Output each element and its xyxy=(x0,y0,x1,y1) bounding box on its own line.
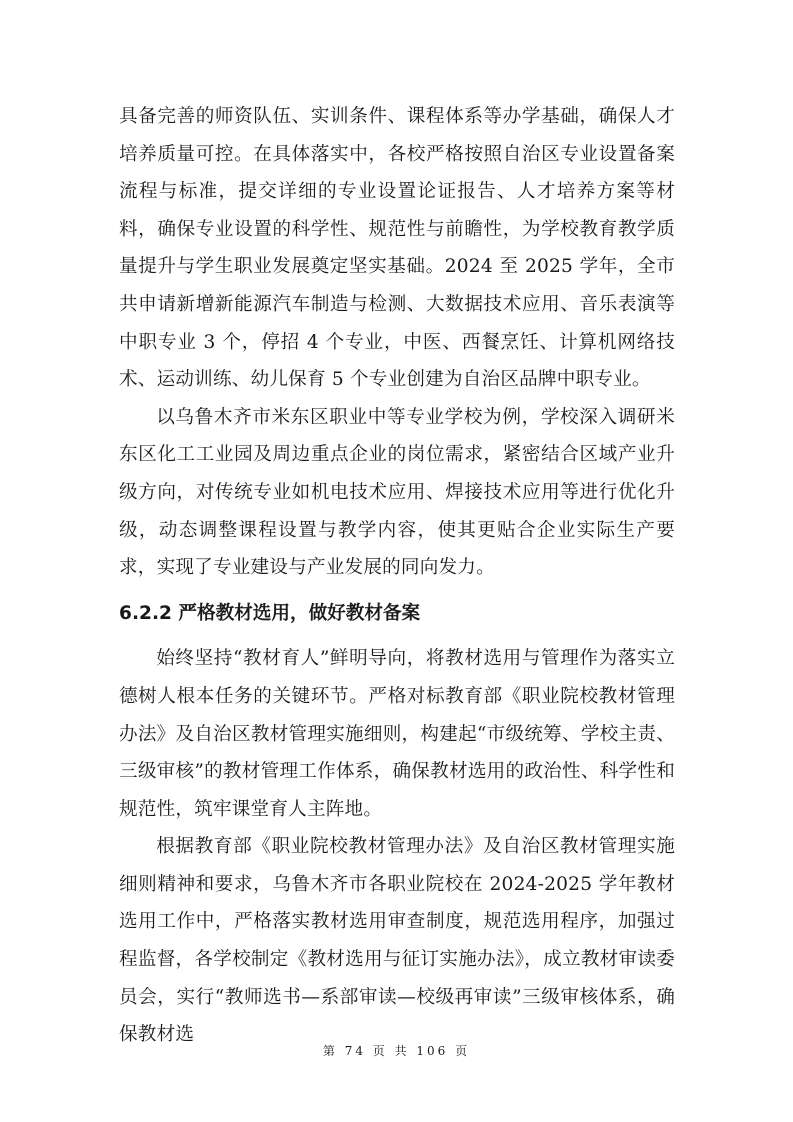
page-footer xyxy=(0,1043,793,1059)
page-number-label: 第 74 页 共 106 页 xyxy=(322,1044,471,1058)
page-body xyxy=(119,98,675,1054)
body-paragraph-3: 始终坚持“教材育人”鲜明导向，将教材选用与管理作为落实立德树人根本任务的关键环节。严格对标教育部《职业院校教材管理办法》及自治区教材管理实施细则，构建起“市级统筹、学校主责、三级审核”的教材管理工作体系，确保教材选用的政治性、科学性和规范性，筑牢课堂育人主阵地。 xyxy=(119,648,675,820)
section-heading: 6.2.2 严格教材选用，做好教材备案 xyxy=(119,602,421,624)
body-paragraph-4: 根据教育部《职业院校教材管理办法》及自治区教材管理实施细则精神和要求，乌鲁木齐市各职业院校在 2024-2025 学年教材选用工作中，严格落实教材选用审查制度，规范选用程序，加强过程监督，各学校制定《教材选用与征订实施办法》，成立教材审读委员会，实行“教师选书—系部审读—校级再审读”三级审核体系，确保教材选 xyxy=(119,836,675,1046)
body-paragraph-1: 具备完善的师资队伍、实训条件、课程体系等办学基础，确保人才培养质量可控。在具体落实中，各校严格按照自治区专业设置备案流程与标准，提交详细的专业设置论证报告、人才培养方案等材料，确保专业设置的科学性、规范性与前瞻性，为学校教育教学质量提升与学生职业发展奠定坚实基础。2024 至 2025 学年，全市共申请新增新能源汽车制造与检测、大数据技术应用、音乐表演等中职专业 3 个，停招 4 个专业，中医、西餐烹饪、计算机网络技术、运动训练、幼儿保育 5 个专业创建为自治区品牌中职专业。 xyxy=(119,106,675,391)
body-paragraph-2: 以乌鲁木齐市米东区职业中等专业学校为例，学校深入调研米东区化工工业园及周边重点企业的岗位需求，紧密结合区域产业升级方向，对传统专业如机电技术应用、焊接技术应用等进行优化升级，动态调整课程设置与教学内容，使其更贴合企业实际生产要求，实现了专业建设与产业发展的同向发力。 xyxy=(119,406,675,579)
